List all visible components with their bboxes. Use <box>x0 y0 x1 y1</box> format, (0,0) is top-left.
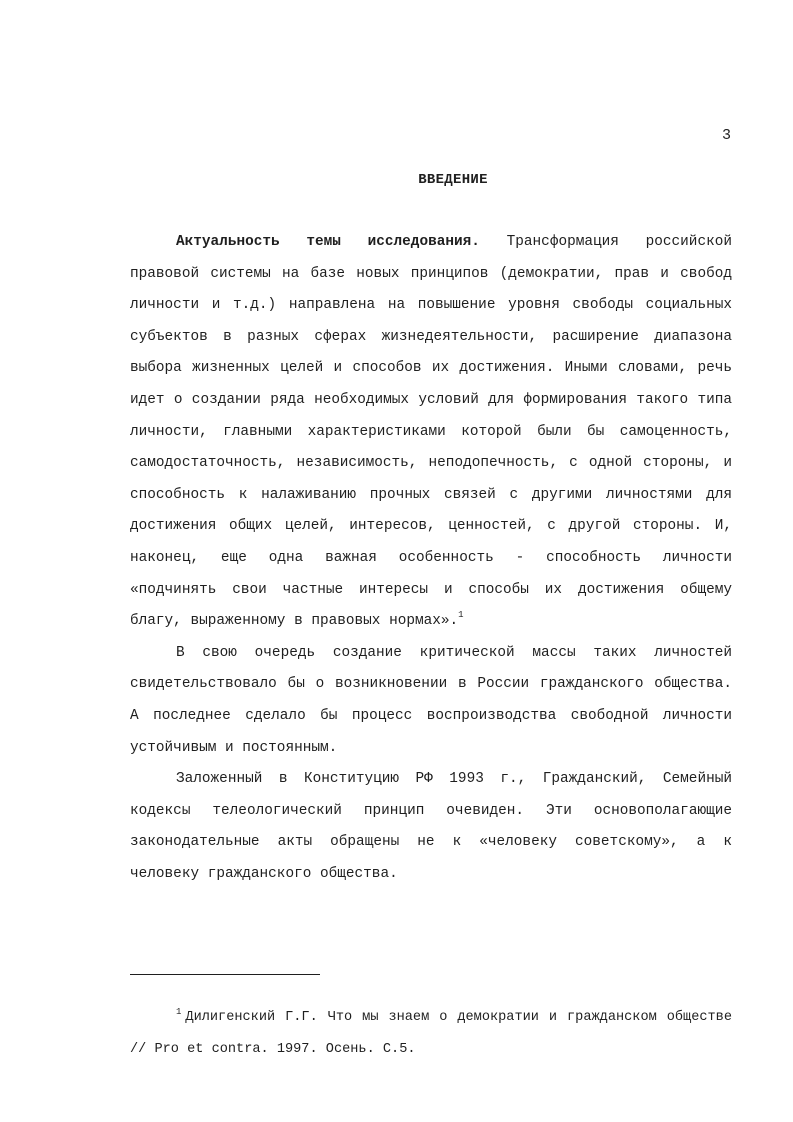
body-text <box>130 227 732 890</box>
section-heading: ВВЕДЕНИЕ <box>418 172 488 188</box>
footnote-marker: 1 <box>176 1007 182 1017</box>
paragraph-relevance <box>130 227 732 638</box>
paragraph-civil-society: В свою очередь создание критической массы таких личностей свидетельствовало бы о возникновении в России гражданского общества. А последнее сделало бы процесс воспроизводства свободной личности устойчивым и постоянным. <box>130 644 732 756</box>
footnote <box>130 1002 732 1065</box>
paragraph-constitution: Заложенный в Конституцию РФ 1993 г., Гражданский, Семейный кодексы телеологический принцип очевиден. Эти основополагающие законодательные акты обращены не к «человеку советскому», а к человеку гражданского общества. <box>130 771 732 882</box>
footnote-divider <box>130 974 320 975</box>
page-number: 3 <box>721 127 731 144</box>
paragraph-lead: Актуальность темы исследования. <box>176 234 480 250</box>
footnote-text: Дилигенский Г.Г. Что мы знаем о демократии и гражданском обществе // Pro et contra. 1997. Осень. С.5. <box>130 1010 732 1057</box>
footnote-reference: 1 <box>458 610 464 621</box>
paragraph-text: Трансформация российской правовой системы на базе новых принципов (демократии, прав и свобод личности и т.д.) направлена на повышение уровня свободы социальных субъектов в разных сферах жизнедеятельности, расширение диапазона выбора жизненных целей и способов их достижения. Иными словами, речь идет о создании ряда необходимых условий для формирования такого типа личности, главными характеристиками которой были бы самоценность, самодостаточность, независимость, неподопечность, с одной стороны, и способность к налаживанию прочных связей с другими личностями для достижения общих целей, интересов, ценностей, с другой стороны. И, наконец, еще одна важная особенность - способность личности «подчинять свои частные интересы и способы их достижения общему благу, выраженному в правовых нормах». <box>130 234 732 630</box>
